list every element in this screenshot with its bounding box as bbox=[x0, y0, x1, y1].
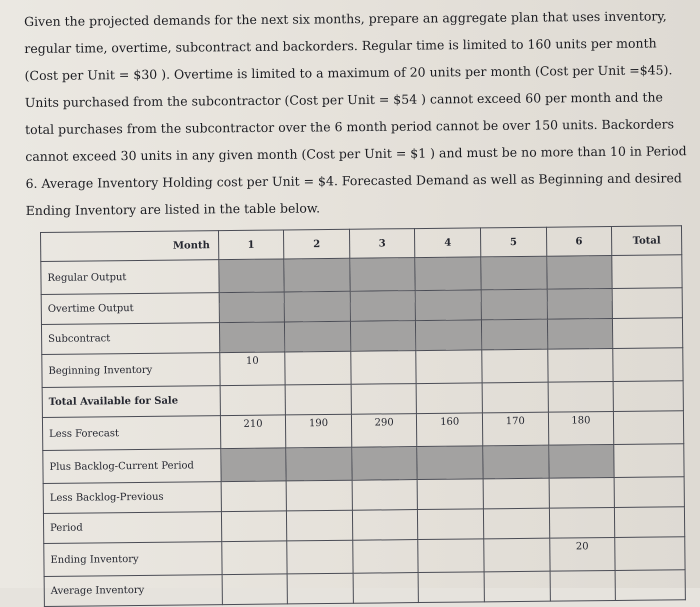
cell-month-1[interactable] bbox=[220, 385, 286, 416]
cell-total[interactable] bbox=[613, 381, 683, 412]
cell-month-4[interactable] bbox=[418, 509, 484, 540]
cell-month-5[interactable] bbox=[483, 508, 549, 539]
cell-total[interactable] bbox=[613, 318, 683, 349]
cell-month-3[interactable] bbox=[351, 384, 417, 415]
cell-month-5[interactable] bbox=[482, 382, 548, 413]
cell-month-5[interactable] bbox=[481, 256, 547, 290]
cell-month-3[interactable] bbox=[351, 351, 417, 385]
cell-month-2[interactable] bbox=[287, 573, 353, 604]
row-label: Total Available for Sale bbox=[42, 386, 220, 418]
row-label: Overtime Output bbox=[41, 293, 219, 325]
month-4-header: 4 bbox=[415, 228, 481, 258]
cell-month-2[interactable] bbox=[285, 384, 351, 415]
cell-month-6[interactable] bbox=[547, 349, 613, 383]
cell-month-1[interactable] bbox=[221, 511, 287, 542]
cell-month-4[interactable] bbox=[416, 350, 482, 384]
cell-month-4[interactable] bbox=[415, 257, 481, 291]
table-body bbox=[41, 255, 686, 607]
cell-month-5[interactable] bbox=[483, 445, 549, 479]
cell-month-4[interactable] bbox=[416, 290, 482, 321]
cell-month-6[interactable] bbox=[549, 477, 615, 508]
cell-month-3[interactable] bbox=[353, 540, 419, 574]
cell-month-6[interactable]: 180 bbox=[548, 412, 614, 446]
cell-month-5[interactable] bbox=[483, 478, 549, 509]
cell-month-2[interactable] bbox=[284, 291, 350, 322]
cell-month-3[interactable]: 290 bbox=[351, 414, 417, 448]
cell-total[interactable] bbox=[612, 288, 682, 319]
cell-month-4[interactable] bbox=[418, 539, 484, 573]
cell-month-1[interactable] bbox=[221, 541, 287, 575]
cell-month-5[interactable]: 170 bbox=[482, 412, 548, 446]
cell-month-1[interactable] bbox=[218, 259, 284, 293]
month-5-header: 5 bbox=[480, 227, 546, 257]
cell-month-4[interactable] bbox=[417, 446, 483, 480]
cell-month-5[interactable] bbox=[482, 349, 548, 383]
month-header: Month bbox=[41, 231, 219, 262]
row-label: Less Backlog-Previous bbox=[43, 482, 221, 514]
cell-total[interactable] bbox=[614, 444, 684, 478]
cell-month-2[interactable] bbox=[286, 447, 352, 481]
cell-total[interactable] bbox=[614, 477, 684, 508]
cell-month-3[interactable] bbox=[350, 258, 416, 292]
cell-month-5[interactable] bbox=[481, 319, 547, 350]
cell-month-4[interactable]: 160 bbox=[417, 413, 483, 447]
row-label: Subcontract bbox=[41, 323, 219, 355]
cell-month-6[interactable]: 20 bbox=[549, 537, 615, 571]
cell-month-3[interactable] bbox=[350, 321, 416, 352]
cell-month-1[interactable]: 210 bbox=[220, 415, 286, 449]
cell-month-6[interactable] bbox=[549, 507, 615, 538]
cell-month-1[interactable] bbox=[219, 292, 285, 323]
cell-month-4[interactable] bbox=[416, 320, 482, 351]
cell-month-5[interactable] bbox=[484, 538, 550, 572]
cell-month-6[interactable] bbox=[550, 570, 616, 601]
month-3-header: 3 bbox=[349, 229, 415, 259]
cell-total[interactable] bbox=[615, 537, 685, 571]
cell-month-1[interactable] bbox=[222, 574, 288, 605]
cell-month-2[interactable] bbox=[286, 480, 352, 511]
cell-total[interactable] bbox=[613, 348, 683, 382]
row-label: Period bbox=[43, 512, 221, 544]
month-1-header: 1 bbox=[218, 230, 284, 260]
cell-month-1[interactable] bbox=[221, 481, 287, 512]
cell-month-6[interactable] bbox=[548, 382, 614, 413]
row-label: Plus Backlog-Current Period bbox=[43, 449, 221, 484]
cell-month-1[interactable] bbox=[219, 322, 285, 353]
cell-month-4[interactable] bbox=[418, 479, 484, 510]
cell-month-3[interactable] bbox=[352, 510, 418, 541]
cell-month-2[interactable] bbox=[287, 540, 353, 574]
cell-total[interactable] bbox=[612, 255, 682, 289]
aggregate-plan-table-wrap bbox=[40, 225, 686, 597]
cell-month-2[interactable] bbox=[287, 510, 353, 541]
cell-month-3[interactable] bbox=[350, 291, 416, 322]
cell-month-6[interactable] bbox=[546, 256, 612, 290]
problem-statement: Given the projected demands for the next six months, prepare an aggregate plan that uses inventory, regular time, overtime, subcontract and backorders. Regular time is limited to 160 units per month (Cost per Unit = $30 ). Overtime is limited to a maximum of 20 units per month (Cost per Unit =$45). Units purchased from the subcontractor (Cost per Unit = $54 ) cannot exceed 60 per month and the total purchases from the subcontractor over the 6 month period cannot be over 150 units. Backorders cannot exceed 30 units in any given month (Cost per Unit = $1 ) and must be no more than 10 in Period 6. Average Inventory Holding cost per Unit = $4. Forecasted Demand as well as Beginning and desired Ending Inventory are listed in the table below. bbox=[24, 8, 687, 218]
cell-month-5[interactable] bbox=[484, 571, 550, 602]
cell-month-3[interactable] bbox=[352, 447, 418, 481]
cell-month-6[interactable] bbox=[547, 289, 613, 320]
cell-month-6[interactable] bbox=[548, 445, 614, 479]
month-2-header: 2 bbox=[284, 229, 350, 259]
row-label: Beginning Inventory bbox=[42, 353, 220, 388]
total-header: Total bbox=[612, 226, 682, 256]
cell-month-3[interactable] bbox=[352, 480, 418, 511]
row-average-inventory bbox=[44, 570, 685, 607]
cell-total[interactable] bbox=[615, 507, 685, 538]
cell-month-2[interactable]: 190 bbox=[286, 414, 352, 448]
cell-month-2[interactable] bbox=[285, 351, 351, 385]
row-label: Less Forecast bbox=[42, 416, 220, 451]
row-label: Average Inventory bbox=[44, 575, 222, 607]
cell-month-2[interactable] bbox=[285, 321, 351, 352]
cell-month-4[interactable] bbox=[417, 383, 483, 414]
cell-total[interactable] bbox=[614, 411, 684, 445]
cell-total[interactable] bbox=[615, 570, 685, 601]
row-label: Ending Inventory bbox=[44, 542, 222, 577]
cell-month-1[interactable]: 10 bbox=[219, 352, 285, 386]
cell-month-5[interactable] bbox=[481, 289, 547, 320]
cell-month-4[interactable] bbox=[419, 572, 485, 603]
cell-month-2[interactable] bbox=[284, 258, 350, 292]
aggregate-plan-table bbox=[40, 225, 686, 607]
row-label: Regular Output bbox=[41, 260, 219, 295]
cell-month-1[interactable] bbox=[220, 448, 286, 482]
cell-month-6[interactable] bbox=[547, 319, 613, 350]
month-6-header: 6 bbox=[546, 227, 612, 257]
